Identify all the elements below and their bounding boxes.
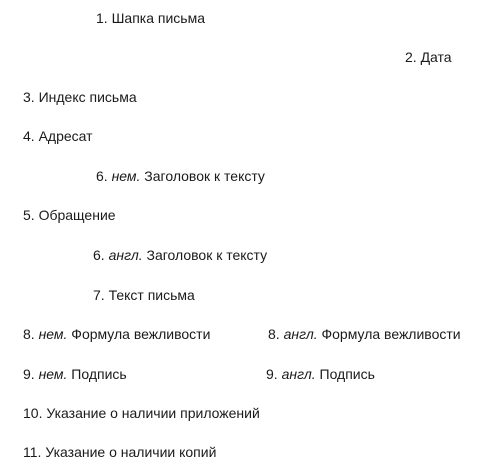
item-number: 8. [23,326,35,342]
item-number: 9. [23,366,35,382]
item-language: нем. [111,168,141,184]
item-language: нем. [38,326,68,342]
item-number: 4. [23,128,35,144]
item-text: Формула вежливости [71,326,211,342]
item-text: Дата [420,49,452,65]
item-text: Шапка письма [111,10,205,26]
item-letter-index [23,88,137,106]
item-number: 11. [23,444,42,460]
item-enclosures-note [23,404,260,422]
item-text: Заголовок к тексту [144,168,265,184]
item-text: Адресат [38,128,93,144]
item-number: 5. [23,207,35,223]
item-text: Подпись [319,366,375,382]
item-date [405,48,452,66]
item-number: 2. [405,49,417,65]
item-text: Заголовок к тексту [146,247,268,263]
item-number: 1. [96,10,108,26]
item-signature-english [266,365,375,383]
item-heading-english [93,246,267,264]
item-text: Подпись [71,366,127,382]
item-language: нем. [38,366,68,382]
item-signature-german [23,365,127,383]
item-number: 8. [268,326,280,342]
item-number: 10. [23,405,43,421]
item-heading-german [96,167,265,185]
item-number: 6. [93,247,105,263]
item-addressee [23,127,93,145]
item-number: 9. [266,366,278,382]
item-number: 7. [93,287,105,303]
item-text: Обращение [38,207,116,223]
item-text: Указание о наличии копий [45,444,217,460]
item-text: Указание о наличии приложений [46,405,260,421]
item-text: Текст письма [108,287,195,303]
item-copies-note [23,443,216,461]
item-language: англ. [281,366,316,382]
item-closing-german [23,325,210,343]
item-closing-english [268,325,461,343]
item-number: 3. [23,89,35,105]
item-text: Индекс письма [38,89,137,105]
item-number: 6. [96,168,108,184]
item-salutation [23,206,116,224]
item-language: англ. [108,247,143,263]
item-language: англ. [283,326,318,342]
item-letter-body [93,286,195,304]
item-letterhead [96,9,205,27]
item-text: Формула вежливости [321,326,461,342]
